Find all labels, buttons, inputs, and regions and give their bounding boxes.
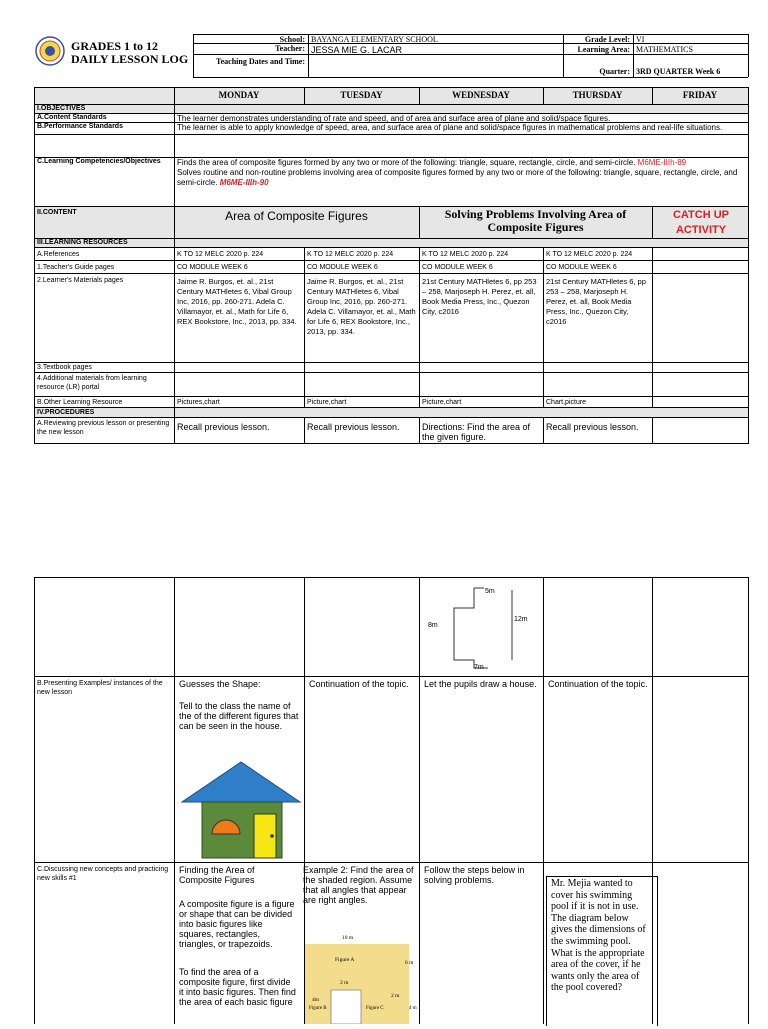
discuss-mon-1: Finding the Area of Composite Figures xyxy=(179,865,255,885)
ref-mon: K TO 12 MELC 2020 p. 224 xyxy=(177,251,264,258)
shaded-right-small: 4 m xyxy=(409,1006,417,1011)
content-fri: CATCH UP ACTIVITY xyxy=(672,209,729,236)
quarter-value: 3RD QUARTER Week 6 xyxy=(636,67,721,76)
objectives-heading: I.OBJECTIVES xyxy=(37,105,86,112)
performance-standards-label: B.Performance Standards xyxy=(37,123,123,130)
teacher-label: Teacher: xyxy=(275,44,305,53)
references-label: A.References xyxy=(37,251,80,258)
tg-tue: CO MODULE WEEK 6 xyxy=(307,264,378,271)
area-label: Learning Area: xyxy=(577,45,630,54)
day-thursday: THURSDAY xyxy=(572,90,623,100)
composite-figure-diagram xyxy=(420,578,542,675)
resources-heading: III.LEARNING RESOURCES xyxy=(37,239,128,246)
review-label: A.Reviewing previous lesson or presenting the new lesson xyxy=(37,420,170,436)
olr-thu: Chart,picture xyxy=(546,399,587,406)
competency-code-2: M6ME-IIIh-90 xyxy=(219,178,269,187)
school-value: BAYANGA ELEMENTARY SCHOOL xyxy=(311,35,438,44)
discuss-wed: Follow the steps below in solving problems. xyxy=(424,865,525,885)
discuss-label: C.Discussing new concepts and practicing new skills #1 xyxy=(37,866,169,882)
school-label: School: xyxy=(279,35,305,44)
competencies-label: C.Learning Competencies/Objectives xyxy=(37,158,161,165)
olr-tue: Picture,chart xyxy=(307,399,347,406)
review-mon: Recall previous lesson. xyxy=(177,422,270,432)
competency-1: Finds the area of composite figures formed by any two or more of the following: triangle, square, rectangle, circle, and semi-circle. xyxy=(177,158,636,167)
dim-top: 5m xyxy=(485,588,495,595)
performance-standards-text: The learner is able to apply knowledge of speed, area, and surface area of plane and solid/space figures in mathematical problems and real-life situations. xyxy=(177,123,723,132)
shaded-fig-b: Figure B xyxy=(309,1006,327,1011)
shaded-right: 6 m xyxy=(405,960,414,966)
competencies-text xyxy=(174,157,748,189)
olr-mon: Pictures,chart xyxy=(177,399,220,406)
grade-value: VI xyxy=(636,35,645,44)
teacher-value: JESSA MIE G. LACAR xyxy=(311,45,403,55)
examples-mon-2: Tell to the class the name of the of the different figures that can be seen in the house. xyxy=(179,701,299,731)
tg-thu: CO MODULE WEEK 6 xyxy=(546,264,617,271)
examples-tue: Continuation of the topic. xyxy=(309,679,409,689)
lm-wed: 21st Century MATHletes 6, pp 253 – 258, Marjoseph H. Perez, et. all, Book Media Press, Inc., Quezon City, c2016 xyxy=(422,277,537,316)
title-line1: GRADES 1 to 12 xyxy=(71,39,159,53)
day-tuesday: TUESDAY xyxy=(340,90,383,100)
teachers-guide-label: 1.Teacher's Guide pages xyxy=(37,264,115,271)
shaded-mid-right: 2 m xyxy=(391,993,400,999)
competency-2: Solves routine and non-routine problems involving area of composite figures formed by any two or more of the following: triangle, square, rectangle, circle, and semi-circle. xyxy=(177,168,738,187)
discuss-tue: Example 2: Find the area of the shaded region. Assume that all angles that appear are right angles. xyxy=(303,865,414,905)
shaded-fig-c: Figure C xyxy=(366,1006,384,1011)
dates-value xyxy=(308,55,563,57)
day-wednesday: WEDNESDAY xyxy=(452,90,510,100)
learners-materials-label: 2.Learner's Materials pages xyxy=(37,277,124,284)
lm-tue: Jaime R. Burgos, et. al., 21st Century MATHletes 6, Vibal Group Inc, 2016, pp. 260-271. Adela C. Villamayor, et. al., Math for Life 6, REX Bookstore, Inc., 2013, pp. 334. xyxy=(307,277,416,336)
olr-wed: Picture,chart xyxy=(422,399,462,406)
discuss-thu: Mr. Mejia wanted to cover his swimming pool if it is not in use. The diagram below gives the dimensions of the swimming pool. What is the appropriate area of the cover, if he wants only the area of the pool covered? xyxy=(551,878,646,994)
examples-wed: Let the pupils draw a house. xyxy=(424,679,537,689)
dim-left: 8m xyxy=(428,622,438,629)
house-picture xyxy=(180,760,302,860)
procedures-heading: IV.PROCEDURES xyxy=(37,409,95,416)
shaded-fig-a: Figure A xyxy=(335,957,355,963)
content-mon-tue: Area of Composite Figures xyxy=(225,209,368,223)
ref-tue: K TO 12 MELC 2020 p. 224 xyxy=(307,251,394,258)
deped-seal xyxy=(35,36,65,66)
discuss-mon-2: A composite figure is a figure or shape that can be divided into basic figures like squares, rectangles, triangles, or trapezoids. xyxy=(179,899,295,949)
dates-label: Teaching Dates and Time: xyxy=(216,57,305,66)
quarter-label: Quarter: xyxy=(599,67,630,76)
competency-code-1: M6ME-IIIh-89 xyxy=(637,158,687,167)
content-wed-thu: Solving Problems Involving Area of Composite Figures xyxy=(444,207,627,234)
discuss-mon-3: To find the area of a composite figure, first divide it into basic figures. Then find the area of each basic figure xyxy=(179,967,296,1007)
ref-thu: K TO 12 MELC 2020 p. 224 xyxy=(546,251,633,258)
shaded-left-small: 4m xyxy=(312,997,320,1003)
content-label: II.CONTENT xyxy=(37,209,77,216)
examples-mon-1: Guesses the Shape: xyxy=(179,679,261,689)
day-friday: FRIDAY xyxy=(682,90,718,100)
dim-bottom: 7m xyxy=(474,664,484,671)
ref-wed: K TO 12 MELC 2020 p. 224 xyxy=(422,251,509,258)
tg-mon: CO MODULE WEEK 6 xyxy=(177,264,248,271)
lm-thu: 21st Century MATHletes 6, pp 253 – 258, Marjoseph H. Perez, et. all, Book Media Press, Inc., Quezon City, c2016 xyxy=(546,277,646,326)
review-tue: Recall previous lesson. xyxy=(307,422,400,432)
tg-wed: CO MODULE WEEK 6 xyxy=(422,264,493,271)
dim-right: 12m xyxy=(514,616,528,623)
review-wed: Directions: Find the area of the given figure. xyxy=(422,422,531,442)
content-standards-label: A.Content Standards xyxy=(37,114,107,121)
shaded-mid: 2 m xyxy=(340,980,349,986)
content-standards-text: The learner demonstrates understanding of rate and speed, and of area and surface area of plane and solid/space figures. xyxy=(177,114,611,123)
textbook-label: 3.Textbook pages xyxy=(37,364,92,371)
shaded-top: 10 m xyxy=(342,935,354,941)
review-thu: Recall previous lesson. xyxy=(546,422,639,432)
day-monday: MONDAY xyxy=(218,90,260,100)
examples-label: B.Presenting Examples/ instances of the new lesson xyxy=(37,680,163,696)
grade-label: Grade Level: xyxy=(584,35,630,44)
title-line2: DAILY LESSON LOG xyxy=(71,52,189,66)
lr-portal-label: 4.Additional materials from learning resource (LR) portal xyxy=(37,375,147,391)
other-resource-label: B.Other Learning Resource xyxy=(37,399,123,406)
examples-thu: Continuation of the topic. xyxy=(548,679,648,689)
area-value: MATHEMATICS xyxy=(636,45,693,54)
lm-mon: Jaime R. Burgos, et. al., 21st Century MATHletes 6, Vibal Group Inc, 2016, pp. 260-271. Adela C. Villamayor, et. al., Math for Life 6, REX Bookstore, Inc., 2013, pp. 334. xyxy=(177,277,297,326)
